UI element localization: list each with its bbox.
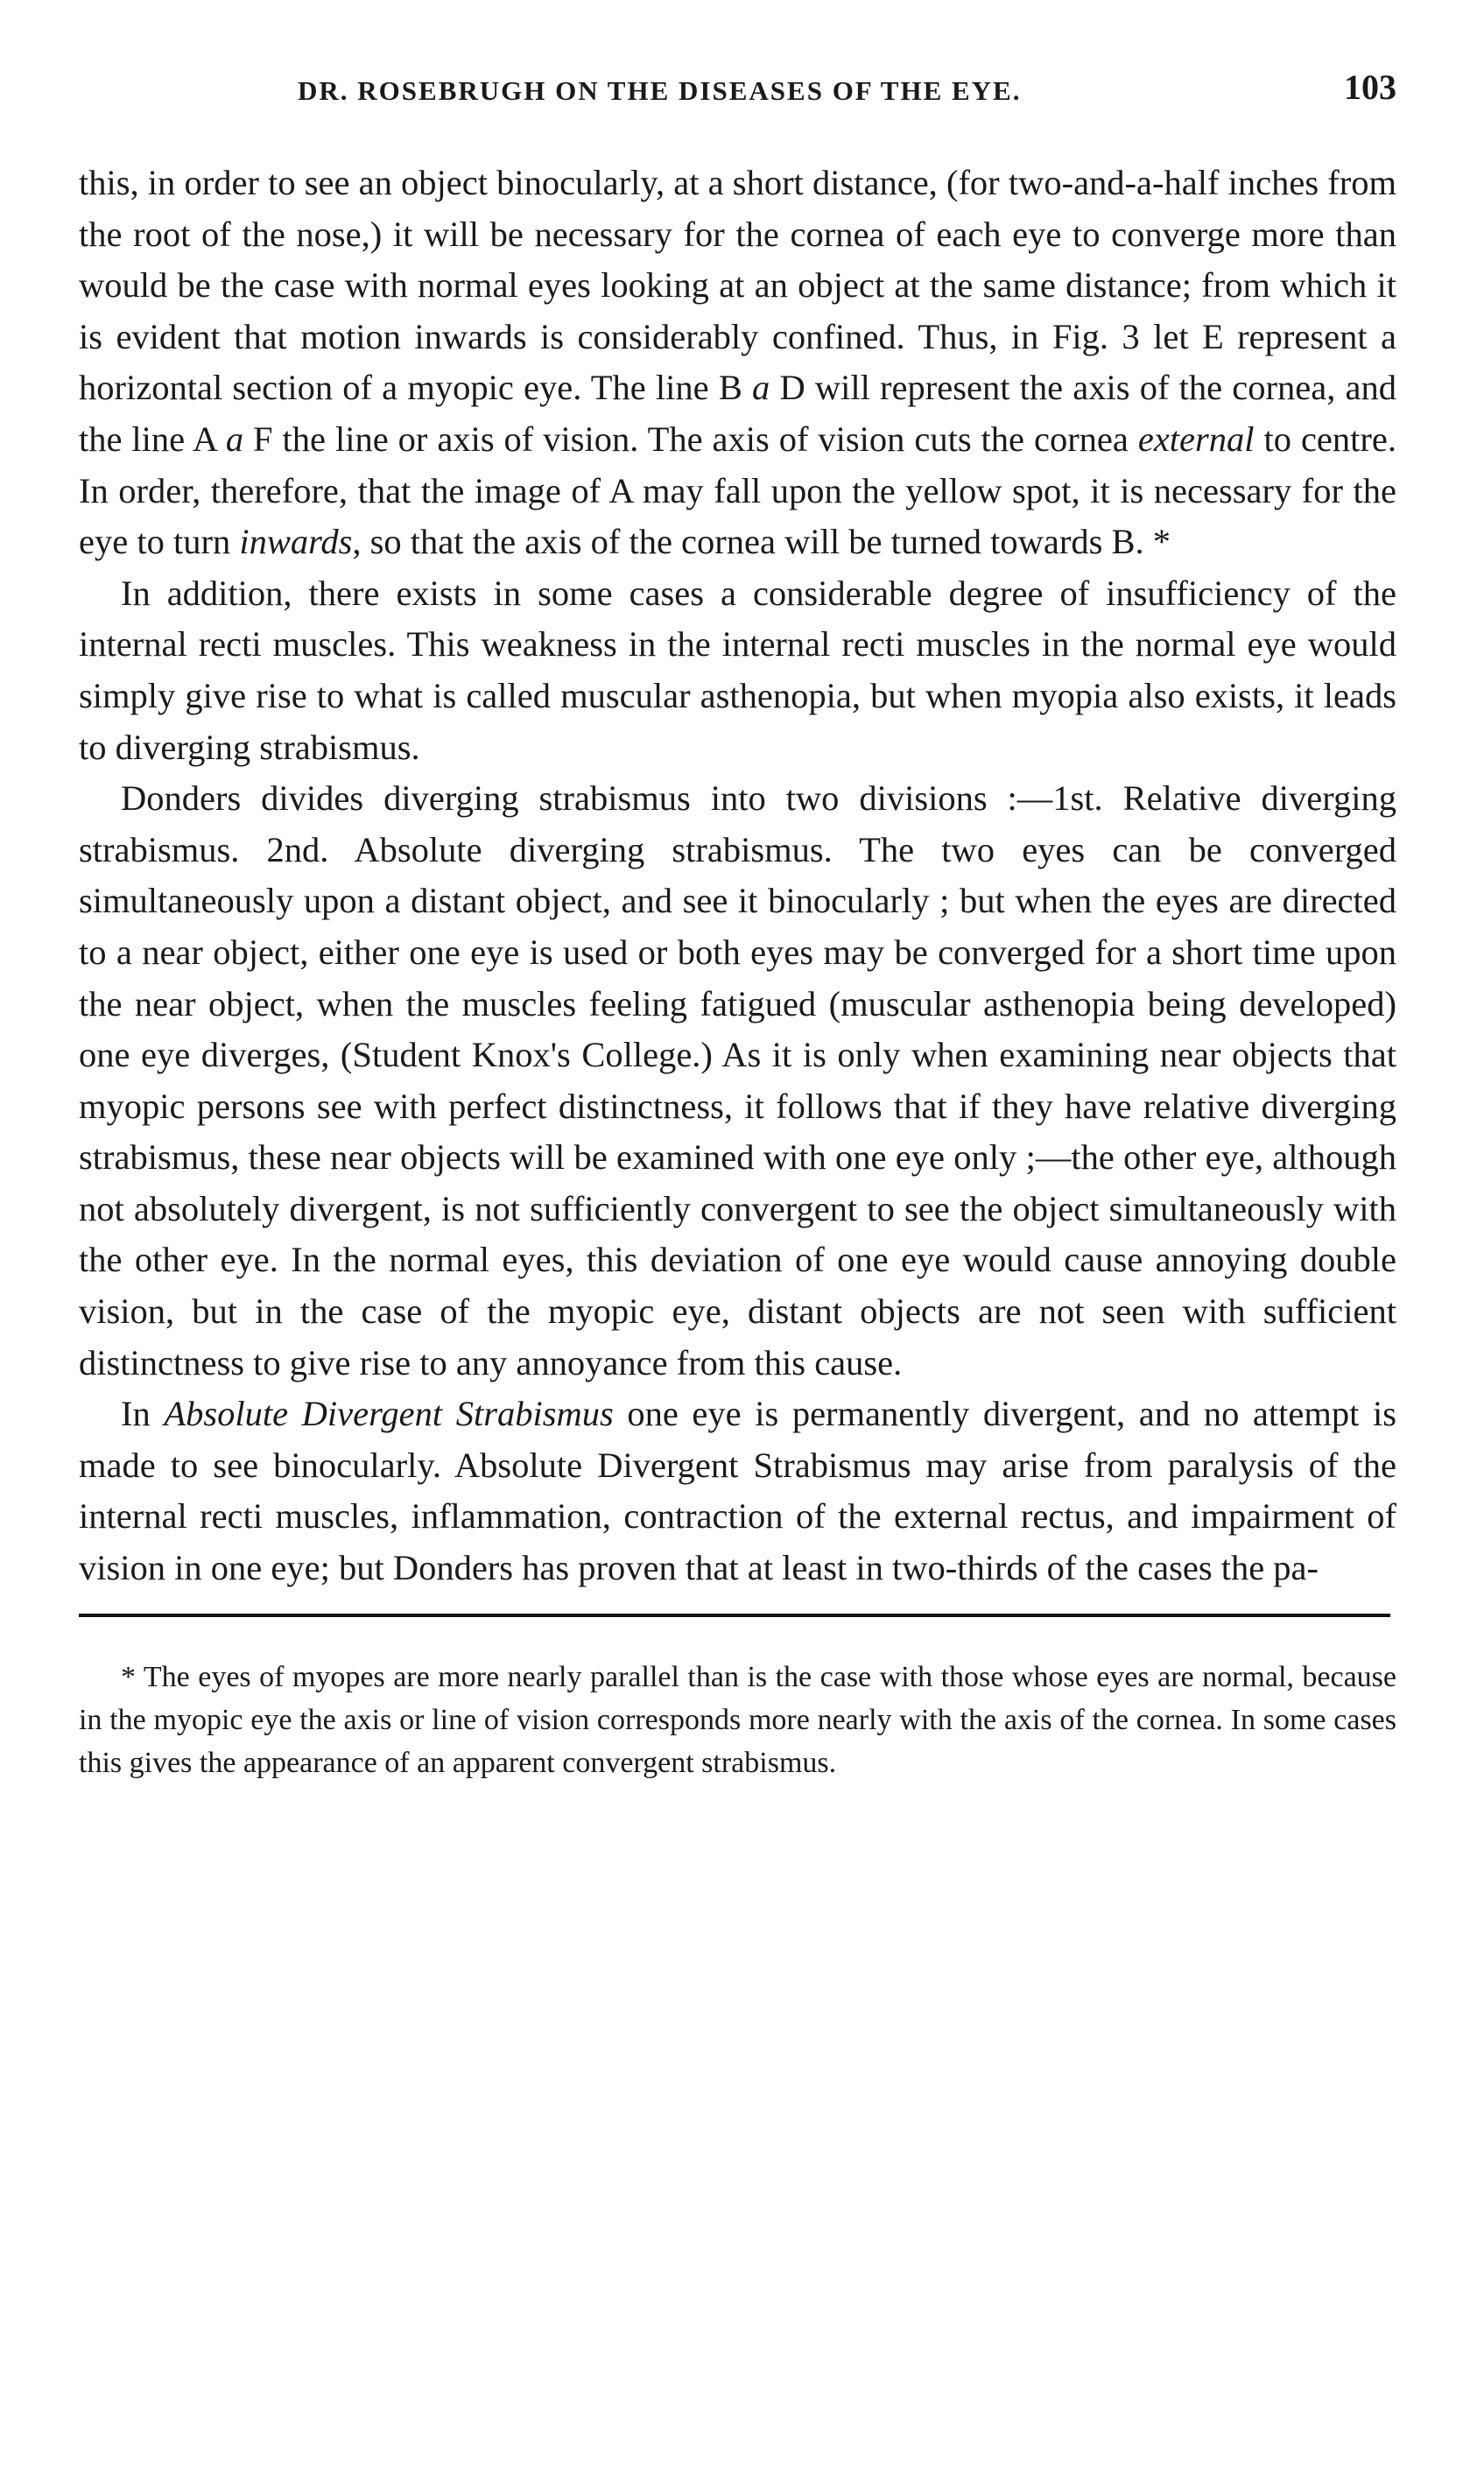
italic-external: external (1137, 419, 1255, 459)
running-head (79, 54, 1396, 110)
text-run: In (121, 1394, 165, 1434)
paragraph-4 (79, 1389, 1396, 1593)
running-title: DR. ROSEBRUGH ON THE DISEASES OF THE EYE. (298, 75, 1022, 106)
text-run: D will represent the axis of the cornea, and the line A (79, 368, 1396, 459)
footnote-rule (79, 1614, 1390, 1617)
paragraph-2 (79, 568, 1396, 773)
footnote (79, 1656, 1396, 1784)
paragraph-1 (79, 158, 1396, 568)
italic-letter-a: a (752, 368, 770, 408)
italic-inwards: inwards (239, 522, 353, 562)
italic-absolute-divergent-strabismus: Absolute Divergent Strabismus (164, 1394, 614, 1434)
text-run: one eye is permanently divergent, and no attempt is made to see binocularly. Absolute Divergent Strabismus may arise from paralysis of the internal recti muscles, inflammation, contraction of the external rectus, and impairment of vision in one eye; but Donders has proven that at least in two-thirds of the cases the pa- (79, 1394, 1397, 1588)
text-run: , so that the axis of the cornea will be turned towards B. * (352, 522, 1171, 562)
text-run: F the line or axis of vision. The axis of vision cuts the cornea (243, 419, 1138, 459)
paragraph-3 (79, 773, 1396, 1389)
text-run: this, in order to see an object binocularly, at a short distance, (for two-and-a-half inches from the root of the nose,) it will be necessary for the cornea of each eye to converge more than would be the case with normal eyes looking at an object at the same distance; from which it is evident that motion inwards is considerably confined. Thus, in Fig. 3 let E represent a horizontal section of a myopic eye. The line B (79, 163, 1396, 408)
text-run: Donders divides diverging strabismus into two divisions :—1st. Relative diverging strabismus. 2nd. Absolute diverging strabismus. The two eyes can be converged simultaneously upon a distant object, and see it binocularly ; but when the eyes are directed to a near object, either one eye is used or both eyes may be converged for a short time upon the near object, when the muscles feeling fatigued (muscular asthenopia being developed) one eye diverges, (Student Knox's College.) As it is only when examining near objects that myopic persons see with perfect distinctness, it follows that if they have relative diverging strabismus, these near objects will be examined with one eye only ;—the other eye, although not absolutely divergent, is not sufficiently convergent to see the object simultaneously with the other eye. In the normal eyes, this deviation of one eye would cause annoying double vision, but in the case of the myopic eye, distant objects are not seen with sufficient distinctness to give rise to any annoyance from this cause. (79, 778, 1396, 1382)
italic-letter-a: a (225, 419, 244, 459)
text-run: to centre. In order, therefore, that the image of A may fall upon the yellow spot, it is necessary for the eye to turn (79, 419, 1396, 562)
book-page (79, 54, 1396, 1784)
page-number: 103 (1344, 67, 1396, 107)
body-text (79, 158, 1396, 1594)
footnote-text: * The eyes of myopes are more nearly parallel than is the case with those whose eyes are normal, because in the myopic eye the axis or line of vision corresponds more nearly with the axis of the cornea. In some cases this gives the appearance of an apparent convergent strabismus. (79, 1660, 1396, 1779)
text-run: In addition, there exists in some cases a considerable degree of insufficiency of the internal recti muscles. This weakness in the internal recti muscles in the normal eye would simply give rise to what is called muscular asthenopia, but when myopia also exists, it leads to diverging strabismus. (79, 573, 1396, 767)
